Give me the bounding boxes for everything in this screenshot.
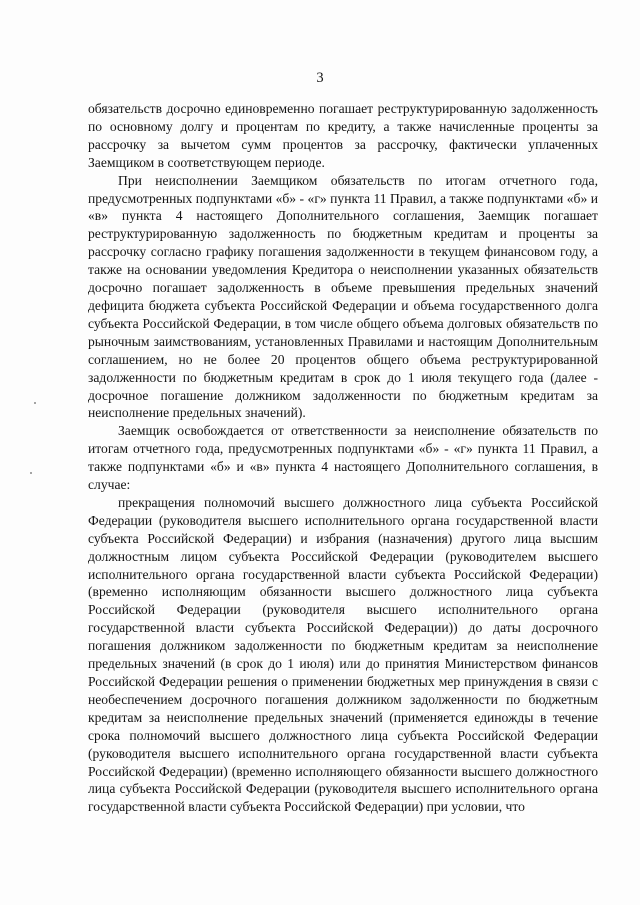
document-body <box>88 100 598 816</box>
paragraph-termination-condition: прекращения полномочий высшего должностного лица субъекта Российской Федерации (руководителя высшего исполнительного органа государственной власти субъекта Российской Федерации) и избрания (назначения) другого лица высшим должностным лицом субъекта Российской Федерации (руководителем высшего исполнительного органа государственной власти субъекта Российской Федерации) (временно исполняющим обязанности высшего должностного лица субъекта Российской Федерации (руководителя высшего исполнительного органа государственной власти субъекта Российской Федерации)) до даты досрочного погашения должником задолженности по бюджетным кредитам за неисполнение предельных значений (в срок до 1 июля) или до принятия Министерством финансов Российской Федерации решения о применении бюджетных мер принуждения в связи с необеспечением досрочного погашения должником задолженности по бюджетным кредитам за неисполнение предельных значений (применяется единожды в течение срока полномочий высшего должностного лица субъекта Российской Федерации (руководителя высшего исполнительного органа государственной власти субъекта Российской Федерации) (временно исполняющего обязанности высшего должностного лица субъекта Российской Федерации (руководителя высшего исполнительного органа государственной власти субъекта Российской Федерации) при условии, что <box>88 494 598 815</box>
paragraph-exemption: Заемщик освобождается от ответственности за неисполнение обязательств по итогам отчетного года, предусмотренных подпунктами «б» - «г» пункта 11 Правил, а также подпунктами «б» и «в» пункта 4 настоящего Дополнительного соглашения, в случае: <box>88 423 598 493</box>
paragraph-nonfulfillment: При неисполнении Заемщиком обязательств по итогам отчетного года, предусмотренных подпунктами «б» - «г» пункта 11 Правил, а также подпунктами «б» и «в» пункта 4 настоящего Дополнительного соглашения, Заемщик погашает реструктурированную задолженность по бюджетным кредитам и проценты за рассрочку согласно графику погашения задолженности в текущем финансовом году, а также на основании уведомления Кредитора о неисполнении указанных обязательств досрочно погашает задолженность в объеме превышения предельных значений дефицита бюджета субъекта Российской Федерации и объема государственного долга субъекта Российской Федерации, в том числе общего объема долговых обязательств по рыночным заимствованиям, установленных Правилами и настоящим Дополнительным соглашением, но не более 20 процентов общего объема реструктурированной задолженности по бюджетным кредитам в срок до 1 июля текущего года (далее - досрочное погашение должником задолженности по бюджетным кредитам за неисполнение предельных значений). <box>88 172 598 421</box>
scan-speck <box>30 472 32 474</box>
page-number: 3 <box>316 70 324 86</box>
paragraph-continuation: обязательств досрочно единовременно погашает реструктурированную задолженность по основному долгу и процентам по кредиту, а также начисленные проценты за рассрочку за вычетом сумм процентов за рассрочку, фактически уплаченных Заемщиком в соответствующем периоде. <box>88 101 598 170</box>
scan-speck <box>34 402 36 404</box>
